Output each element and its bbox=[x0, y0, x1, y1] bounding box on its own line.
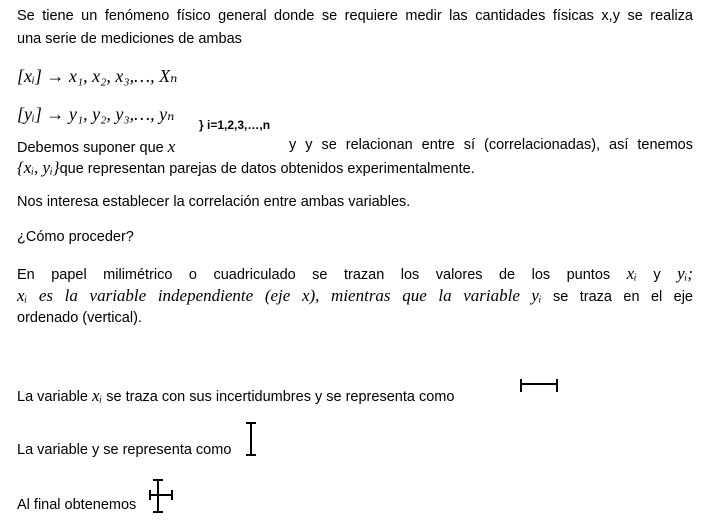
intro-line-1: Se tiene un fenómeno físico general donde se requiere medir las cantidades físicas x,y se realiza bbox=[17, 8, 693, 24]
intro-line-2: una serie de mediciones de ambas bbox=[17, 31, 242, 47]
index-note: } i=1,2,3,…,n bbox=[199, 118, 271, 132]
suppose-x-var: x bbox=[167, 137, 176, 156]
question-text: ¿Cómo proceder? bbox=[17, 229, 134, 245]
y-sequence-text: [yᵢ] → y₁, y₂, y₃,…, yₙ bbox=[17, 104, 175, 124]
suppose-part-b: y y se relacionan entre sí (correlacionadas), así tenemos bbox=[289, 137, 693, 153]
procedure-line-1 bbox=[17, 264, 693, 284]
procedure-line-2 bbox=[17, 286, 693, 306]
procedure-and: y bbox=[653, 267, 661, 283]
suppose-part-a: Debemos suponer que bbox=[17, 140, 164, 156]
suppose-part-c: que representan parejas de datos obtenidos experimentalmente. bbox=[59, 161, 475, 177]
variable-x-line bbox=[17, 386, 454, 406]
procedure-line1-text: En papel milimétrico o cuadriculado se trazan los valores de los puntos bbox=[17, 267, 611, 283]
variable-y-text: La variable y se representa como bbox=[17, 442, 232, 458]
final-text: Al final obtenemos bbox=[17, 497, 137, 513]
procedure-yi2: yᵢ bbox=[531, 286, 542, 305]
variable-x-after: se traza con sus incertidumbres y se representa como bbox=[106, 389, 455, 405]
suppose-line-1 bbox=[17, 137, 175, 157]
x-sequence bbox=[17, 66, 177, 87]
procedure-yi: yᵢ; bbox=[677, 264, 694, 283]
procedure-xi: xᵢ bbox=[626, 264, 637, 283]
pairs-symbol: {xᵢ, yᵢ} bbox=[17, 158, 60, 177]
procedure-line-3: ordenado (vertical). bbox=[17, 310, 142, 326]
vertical-error-bar-icon bbox=[243, 421, 259, 457]
x-sequence-text: [xᵢ] → x₁, x₂, x₃,…, Xₙ bbox=[17, 66, 178, 86]
cross-error-bar-icon bbox=[148, 478, 174, 514]
horizontal-error-bar-icon bbox=[519, 378, 559, 396]
interest-text: Nos interesa establecer la correlación entre ambas variables. bbox=[17, 194, 411, 210]
variable-x-before: La variable bbox=[17, 389, 88, 405]
procedure-line2-math: xᵢ es la variable independiente (eje x), mientras que la variable bbox=[17, 286, 520, 305]
procedure-line2-text: se traza en el eje bbox=[553, 289, 693, 305]
y-sequence bbox=[17, 104, 174, 125]
suppose-line-2 bbox=[17, 158, 475, 178]
variable-x-symbol: xᵢ bbox=[91, 386, 103, 405]
